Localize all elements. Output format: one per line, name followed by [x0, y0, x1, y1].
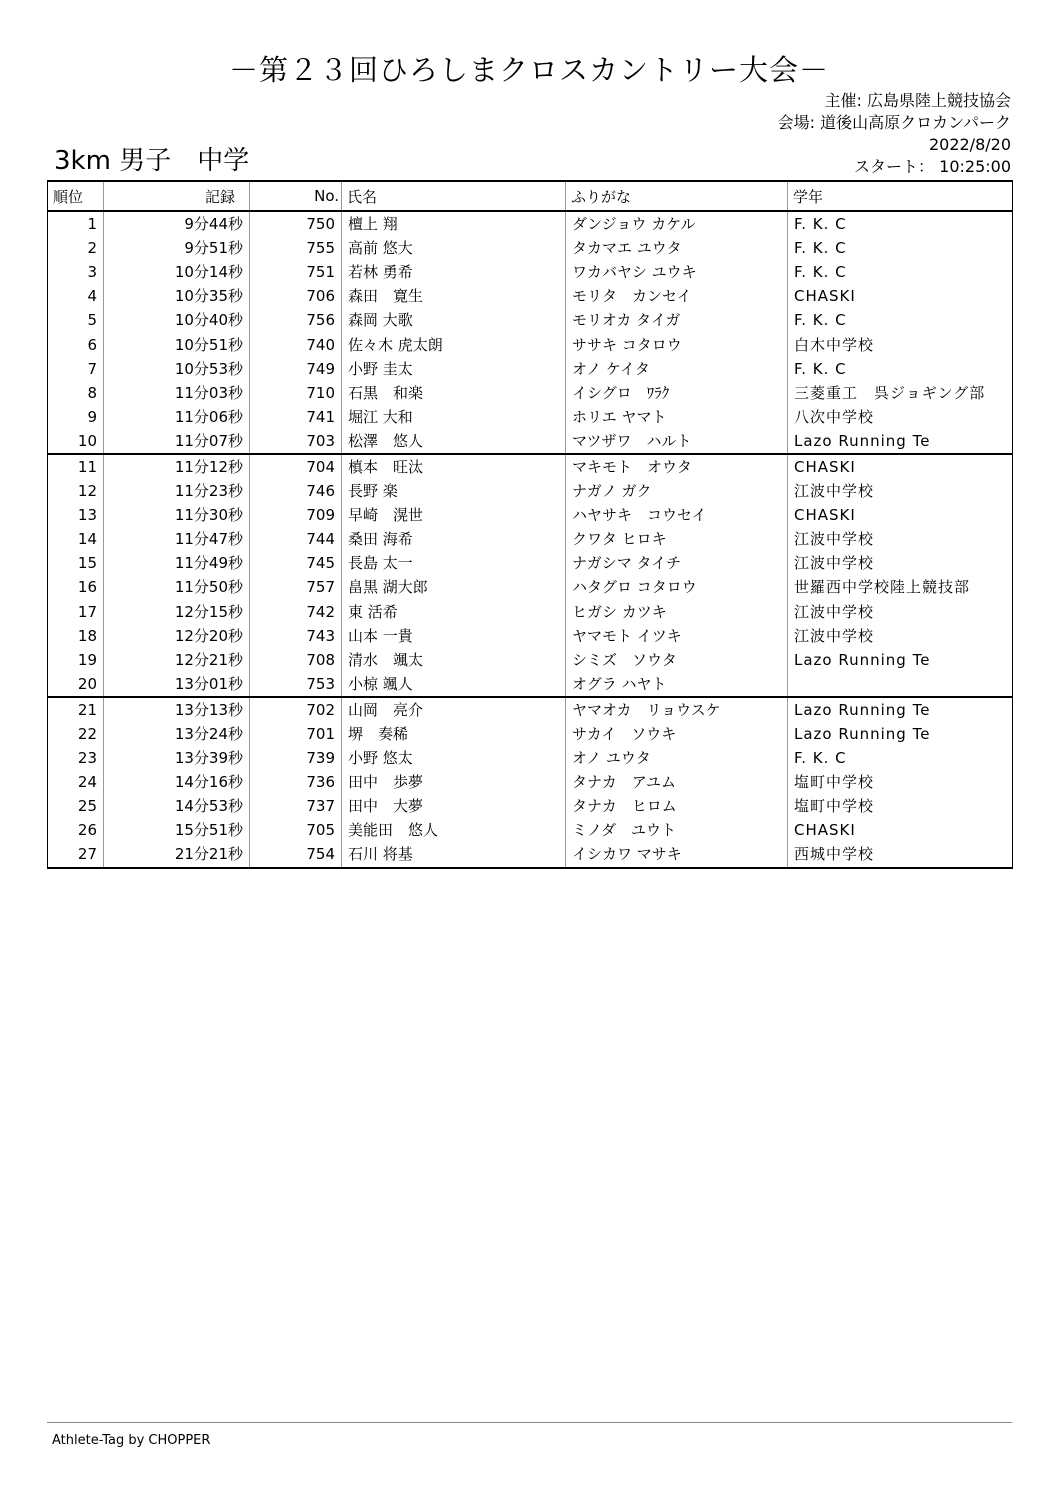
record-cell: 12分21秒: [104, 648, 250, 672]
furigana-cell: ナガシマ タイチ: [566, 551, 788, 575]
athlete-name-cell: 松澤 悠人: [342, 429, 566, 454]
record-cell: 11分50秒: [104, 575, 250, 599]
furigana-cell: ヤマモト イツキ: [566, 624, 788, 648]
table-row: [48, 551, 1013, 575]
athlete-name-cell: 清水 颯太: [342, 648, 566, 672]
athlete-name-cell: 小野 圭太: [342, 357, 566, 381]
furigana-cell: イシカワ マサキ: [566, 842, 788, 867]
bib-number-cell: 750: [250, 211, 342, 236]
bib-number-cell: 709: [250, 503, 342, 527]
affiliation-cell: F. K. C: [788, 236, 1013, 260]
header-affiliation: 学年: [788, 181, 1013, 211]
bib-number-cell: 741: [250, 405, 342, 429]
table-row: [48, 236, 1013, 260]
athlete-name-cell: 槙本 旺汰: [342, 454, 566, 479]
affiliation-cell: Lazo Running Te: [788, 648, 1013, 672]
affiliation-cell: CHASKI: [788, 454, 1013, 479]
table-header-row: [48, 181, 1013, 211]
athlete-name-cell: 石川 将基: [342, 842, 566, 867]
event-heading: 3km 男子 中学: [54, 146, 250, 176]
record-cell: 11分49秒: [104, 551, 250, 575]
furigana-cell: クワタ ヒロキ: [566, 527, 788, 551]
record-cell: 13分24秒: [104, 722, 250, 746]
bib-number-cell: 746: [250, 479, 342, 503]
record-cell: 13分13秒: [104, 697, 250, 722]
athlete-name-cell: 桑田 海希: [342, 527, 566, 551]
furigana-cell: オノ ケイタ: [566, 357, 788, 381]
rank-cell: 1: [48, 211, 104, 236]
affiliation-cell: 八次中学校: [788, 405, 1013, 429]
bib-number-cell: 742: [250, 600, 342, 624]
bib-number-cell: 737: [250, 794, 342, 818]
table-row: [48, 211, 1013, 236]
athlete-name-cell: 檀上 翔: [342, 211, 566, 236]
affiliation-cell: Lazo Running Te: [788, 697, 1013, 722]
organizer-label: 主催: 広島県陸上競技協会: [824, 91, 1011, 110]
rank-cell: 16: [48, 575, 104, 599]
record-cell: 10分35秒: [104, 284, 250, 308]
table-row: [48, 357, 1013, 381]
record-cell: 13分01秒: [104, 672, 250, 697]
furigana-cell: モリオカ タイガ: [566, 308, 788, 332]
footer-divider: [47, 1422, 1012, 1423]
record-cell: 9分44秒: [104, 211, 250, 236]
bib-number-cell: 744: [250, 527, 342, 551]
athlete-name-cell: 小椋 颯人: [342, 672, 566, 697]
bib-number-cell: 740: [250, 332, 342, 356]
athlete-name-cell: 石黒 和楽: [342, 381, 566, 405]
header-number: No.: [250, 181, 342, 211]
affiliation-cell: CHASKI: [788, 284, 1013, 308]
table-row: [48, 746, 1013, 770]
rank-cell: 4: [48, 284, 104, 308]
athlete-name-cell: 早崎 滉世: [342, 503, 566, 527]
rank-cell: 12: [48, 479, 104, 503]
table-row: [48, 794, 1013, 818]
record-cell: 11分03秒: [104, 381, 250, 405]
athlete-name-cell: 長野 楽: [342, 479, 566, 503]
record-cell: 10分51秒: [104, 332, 250, 356]
bib-number-cell: 753: [250, 672, 342, 697]
bib-number-cell: 739: [250, 746, 342, 770]
table-row: [48, 332, 1013, 356]
record-cell: 11分23秒: [104, 479, 250, 503]
athlete-name-cell: 田中 歩夢: [342, 770, 566, 794]
affiliation-cell: Lazo Running Te: [788, 429, 1013, 454]
athlete-name-cell: 堺 奏稀: [342, 722, 566, 746]
affiliation-cell: 塩町中学校: [788, 794, 1013, 818]
record-cell: 12分20秒: [104, 624, 250, 648]
record-cell: 14分16秒: [104, 770, 250, 794]
rank-cell: 8: [48, 381, 104, 405]
furigana-cell: ミノダ ユウト: [566, 818, 788, 842]
furigana-cell: タナカ アユム: [566, 770, 788, 794]
rank-cell: 20: [48, 672, 104, 697]
date-label: 2022/8/20: [928, 135, 1011, 154]
furigana-cell: オグラ ハヤト: [566, 672, 788, 697]
bib-number-cell: 703: [250, 429, 342, 454]
rank-cell: 2: [48, 236, 104, 260]
affiliation-cell: CHASKI: [788, 818, 1013, 842]
rank-cell: 13: [48, 503, 104, 527]
bib-number-cell: 751: [250, 260, 342, 284]
table-row: [48, 697, 1013, 722]
record-cell: 11分06秒: [104, 405, 250, 429]
record-cell: 10分40秒: [104, 308, 250, 332]
table-row: [48, 454, 1013, 479]
bib-number-cell: 702: [250, 697, 342, 722]
bib-number-cell: 701: [250, 722, 342, 746]
athlete-name-cell: 長島 太一: [342, 551, 566, 575]
affiliation-cell: 江波中学校: [788, 624, 1013, 648]
rank-cell: 17: [48, 600, 104, 624]
table-row: [48, 405, 1013, 429]
athlete-name-cell: 小野 悠太: [342, 746, 566, 770]
bib-number-cell: 708: [250, 648, 342, 672]
table-row: [48, 722, 1013, 746]
affiliation-cell: 西城中学校: [788, 842, 1013, 867]
affiliation-cell: CHASKI: [788, 503, 1013, 527]
rank-cell: 10: [48, 429, 104, 454]
affiliation-cell: 白木中学校: [788, 332, 1013, 356]
start-time-label: スタート： 10:25:00: [854, 157, 1011, 176]
table-row: [48, 624, 1013, 648]
record-cell: 14分53秒: [104, 794, 250, 818]
furigana-cell: シミズ ソウタ: [566, 648, 788, 672]
affiliation-cell: F. K. C: [788, 260, 1013, 284]
bib-number-cell: 710: [250, 381, 342, 405]
header-kana: ふりがな: [566, 181, 788, 211]
athlete-name-cell: 高前 悠大: [342, 236, 566, 260]
athlete-name-cell: 東 活希: [342, 600, 566, 624]
affiliation-cell: F. K. C: [788, 308, 1013, 332]
record-cell: 11分12秒: [104, 454, 250, 479]
table-row: [48, 284, 1013, 308]
table-row: [48, 842, 1013, 867]
affiliation-cell: 三菱重工 呉ジョギング部: [788, 381, 1013, 405]
record-cell: 9分51秒: [104, 236, 250, 260]
record-cell: 11分47秒: [104, 527, 250, 551]
table-row: [48, 770, 1013, 794]
venue-label: 会場: 道後山高原クロカンパーク: [777, 113, 1011, 132]
furigana-cell: サカイ ソウキ: [566, 722, 788, 746]
furigana-cell: ササキ コタロウ: [566, 332, 788, 356]
athlete-name-cell: 森岡 大歌: [342, 308, 566, 332]
bib-number-cell: 704: [250, 454, 342, 479]
record-cell: 21分21秒: [104, 842, 250, 867]
athlete-name-cell: 美能田 悠人: [342, 818, 566, 842]
record-cell: 11分30秒: [104, 503, 250, 527]
furigana-cell: ハタグロ コタロウ: [566, 575, 788, 599]
furigana-cell: ヤマオカ リョウスケ: [566, 697, 788, 722]
furigana-cell: ワカバヤシ ユウキ: [566, 260, 788, 284]
table-row: [48, 308, 1013, 332]
rank-cell: 26: [48, 818, 104, 842]
furigana-cell: イシグロ ﾜﾗｸ: [566, 381, 788, 405]
results-body: [48, 211, 1013, 868]
furigana-cell: タナカ ヒロム: [566, 794, 788, 818]
bib-number-cell: 705: [250, 818, 342, 842]
bib-number-cell: 736: [250, 770, 342, 794]
furigana-cell: ダンジョウ カケル: [566, 211, 788, 236]
athlete-name-cell: 森田 寛生: [342, 284, 566, 308]
rank-cell: 5: [48, 308, 104, 332]
athlete-name-cell: 田中 大夢: [342, 794, 566, 818]
table-row: [48, 672, 1013, 697]
bib-number-cell: 745: [250, 551, 342, 575]
rank-cell: 6: [48, 332, 104, 356]
affiliation-cell: [788, 672, 1013, 697]
athlete-name-cell: 山岡 亮介: [342, 697, 566, 722]
rank-cell: 19: [48, 648, 104, 672]
rank-cell: 21: [48, 697, 104, 722]
rank-cell: 27: [48, 842, 104, 867]
athlete-name-cell: 若林 勇希: [342, 260, 566, 284]
record-cell: 11分07秒: [104, 429, 250, 454]
document-title: －第２３回ひろしまクロスカントリー大会－: [228, 53, 829, 87]
table-row: [48, 429, 1013, 454]
bib-number-cell: 749: [250, 357, 342, 381]
affiliation-cell: F. K. C: [788, 746, 1013, 770]
affiliation-cell: F. K. C: [788, 357, 1013, 381]
table-row: [48, 381, 1013, 405]
furigana-cell: ナガノ ガク: [566, 479, 788, 503]
furigana-cell: マキモト オウタ: [566, 454, 788, 479]
furigana-cell: タカマエ ユウタ: [566, 236, 788, 260]
affiliation-cell: 江波中学校: [788, 527, 1013, 551]
affiliation-cell: F. K. C: [788, 211, 1013, 236]
header-record: 記録: [104, 181, 250, 211]
record-cell: 10分53秒: [104, 357, 250, 381]
results-table: [47, 180, 1013, 869]
bib-number-cell: 754: [250, 842, 342, 867]
record-cell: 10分14秒: [104, 260, 250, 284]
rank-cell: 23: [48, 746, 104, 770]
athlete-name-cell: 山本 一貴: [342, 624, 566, 648]
affiliation-cell: 江波中学校: [788, 600, 1013, 624]
rank-cell: 7: [48, 357, 104, 381]
furigana-cell: モリタ カンセイ: [566, 284, 788, 308]
rank-cell: 14: [48, 527, 104, 551]
bib-number-cell: 743: [250, 624, 342, 648]
table-row: [48, 575, 1013, 599]
bib-number-cell: 706: [250, 284, 342, 308]
table-row: [48, 527, 1013, 551]
bib-number-cell: 756: [250, 308, 342, 332]
affiliation-cell: 世羅西中学校陸上競技部: [788, 575, 1013, 599]
affiliation-cell: 江波中学校: [788, 479, 1013, 503]
bib-number-cell: 757: [250, 575, 342, 599]
furigana-cell: ハヤサキ コウセイ: [566, 503, 788, 527]
bib-number-cell: 755: [250, 236, 342, 260]
rank-cell: 25: [48, 794, 104, 818]
rank-cell: 3: [48, 260, 104, 284]
rank-cell: 15: [48, 551, 104, 575]
table-row: [48, 600, 1013, 624]
athlete-name-cell: 佐々木 虎太朗: [342, 332, 566, 356]
affiliation-cell: 江波中学校: [788, 551, 1013, 575]
affiliation-cell: 塩町中学校: [788, 770, 1013, 794]
rank-cell: 11: [48, 454, 104, 479]
furigana-cell: ヒガシ カツキ: [566, 600, 788, 624]
record-cell: 12分15秒: [104, 600, 250, 624]
header-name: 氏名: [342, 181, 566, 211]
affiliation-cell: Lazo Running Te: [788, 722, 1013, 746]
rank-cell: 22: [48, 722, 104, 746]
table-row: [48, 260, 1013, 284]
furigana-cell: オノ ユウタ: [566, 746, 788, 770]
table-row: [48, 648, 1013, 672]
table-row: [48, 479, 1013, 503]
rank-cell: 18: [48, 624, 104, 648]
rank-cell: 24: [48, 770, 104, 794]
athlete-name-cell: 堀江 大和: [342, 405, 566, 429]
header-rank: 順位: [48, 181, 104, 211]
record-cell: 13分39秒: [104, 746, 250, 770]
furigana-cell: マツザワ ハルト: [566, 429, 788, 454]
athlete-name-cell: 畠黒 湖大郎: [342, 575, 566, 599]
furigana-cell: ホリエ ヤマト: [566, 405, 788, 429]
table-row: [48, 818, 1013, 842]
record-cell: 15分51秒: [104, 818, 250, 842]
footer-credit: Athlete-Tag by CHOPPER: [52, 1433, 211, 1448]
table-row: [48, 503, 1013, 527]
rank-cell: 9: [48, 405, 104, 429]
